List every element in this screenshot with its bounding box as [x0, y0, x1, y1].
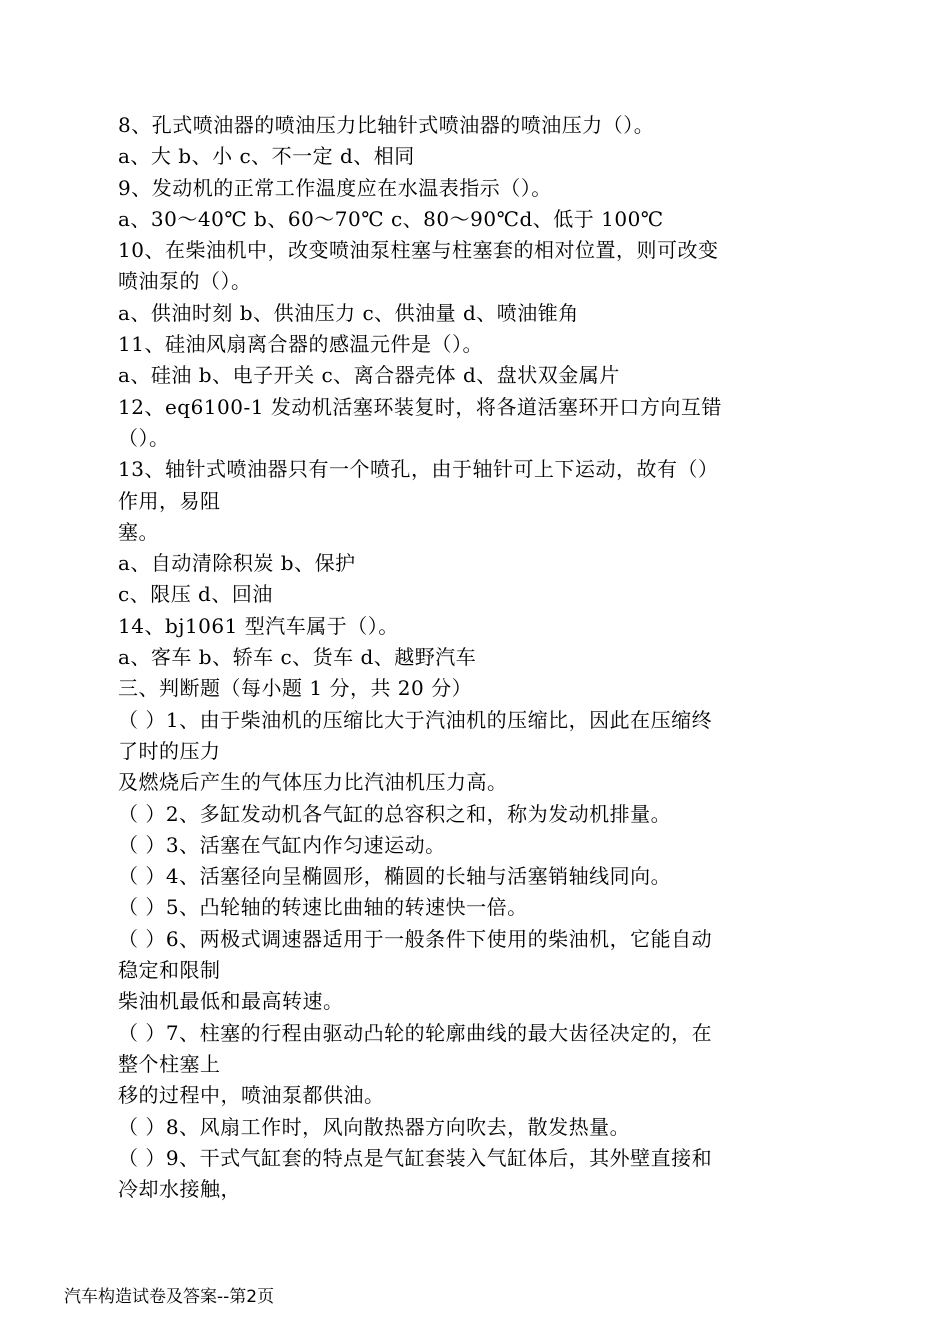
document-body [118, 110, 830, 1205]
text-line: （ ）7、柱塞的行程由驱动凸轮的轮廓曲线的最大齿径决定的，在 [118, 1020, 713, 1045]
text-line: 稳定和限制 [118, 958, 221, 983]
section-heading: 三、判断题（每小题 1 分，共 20 分） [118, 676, 473, 701]
text-line: （ ）2、多缸发动机各气缸的总容积之和，称为发动机排量。 [118, 801, 672, 826]
text-line: （ ）6、两极式调速器适用于一般条件下使用的柴油机，它能自动 [118, 926, 713, 951]
text-line: a、供油时刻 b、供油压力 c、供油量 d、喷油锥角 [118, 300, 579, 325]
text-line: 作用，易阻 [118, 488, 221, 513]
text-line: 喷油泵的（）。 [118, 269, 252, 294]
text-line: 及燃烧后产生的气体压力比汽油机压力高。 [118, 770, 508, 795]
text-line: 柴油机最低和最高转速。 [118, 989, 344, 1014]
text-line: 10、在柴油机中，改变喷油泵柱塞与柱塞套的相对位置，则可改变 [118, 238, 719, 263]
page-footer: 汽车构造试卷及答案--第2页 [64, 1287, 275, 1307]
text-line: 11、硅油风扇离合器的感温元件是（）。 [118, 332, 483, 357]
text-line: c、限压 d、回油 [118, 582, 273, 607]
text-line: a、大 b、小 c、不一定 d、相同 [118, 144, 415, 169]
text-line: 塞。 [118, 519, 159, 544]
text-line: 移的过程中，喷油泵都供油。 [118, 1083, 385, 1108]
text-line: （ ）8、风扇工作时，风向散热器方向吹去，散发热量。 [118, 1114, 631, 1139]
text-line: 整个柱塞上 [118, 1051, 221, 1076]
text-line: a、自动清除积炭 b、保护 [118, 551, 356, 576]
text-line: （ ）3、活塞在气缸内作匀速运动。 [118, 832, 446, 857]
text-line: （ ）9、干式气缸套的特点是气缸套装入气缸体后，其外壁直接和 [118, 1145, 713, 1170]
text-line: （ ）5、凸轮轴的转速比曲轴的转速快一倍。 [118, 895, 528, 920]
text-line: 14、bj1061 型汽车属于（）。 [118, 613, 399, 638]
text-line: a、30～40℃ b、60～70℃ c、80～90℃d、低于 100℃ [118, 206, 664, 231]
text-line: 了时的压力 [118, 738, 221, 763]
text-line: 8、孔式喷油器的喷油压力比轴针式喷油器的喷油压力（）。 [118, 113, 655, 137]
text-line: 12、eq6100-1 发动机活塞环装复时，将各道活塞环开口方向互错 [118, 394, 722, 419]
text-line: （ ）1、由于柴油机的压缩比大于汽油机的压缩比，因此在压缩终 [118, 707, 713, 732]
text-line: a、硅油 b、电子开关 c、离合器壳体 d、盘状双金属片 [118, 363, 620, 388]
text-line: a、客车 b、轿车 c、货车 d、越野汽车 [118, 645, 477, 670]
text-line: （ ）4、活塞径向呈椭圆形，椭圆的长轴与活塞销轴线同向。 [118, 864, 672, 889]
text-line: （）。 [118, 425, 170, 450]
text-line: 13、轴针式喷油器只有一个喷孔，由于轴针可上下运动，故有（） [118, 457, 719, 482]
text-line: 9、发动机的正常工作温度应在水温表指示（）。 [118, 175, 552, 200]
text-line: 冷却水接触， [118, 1177, 241, 1202]
